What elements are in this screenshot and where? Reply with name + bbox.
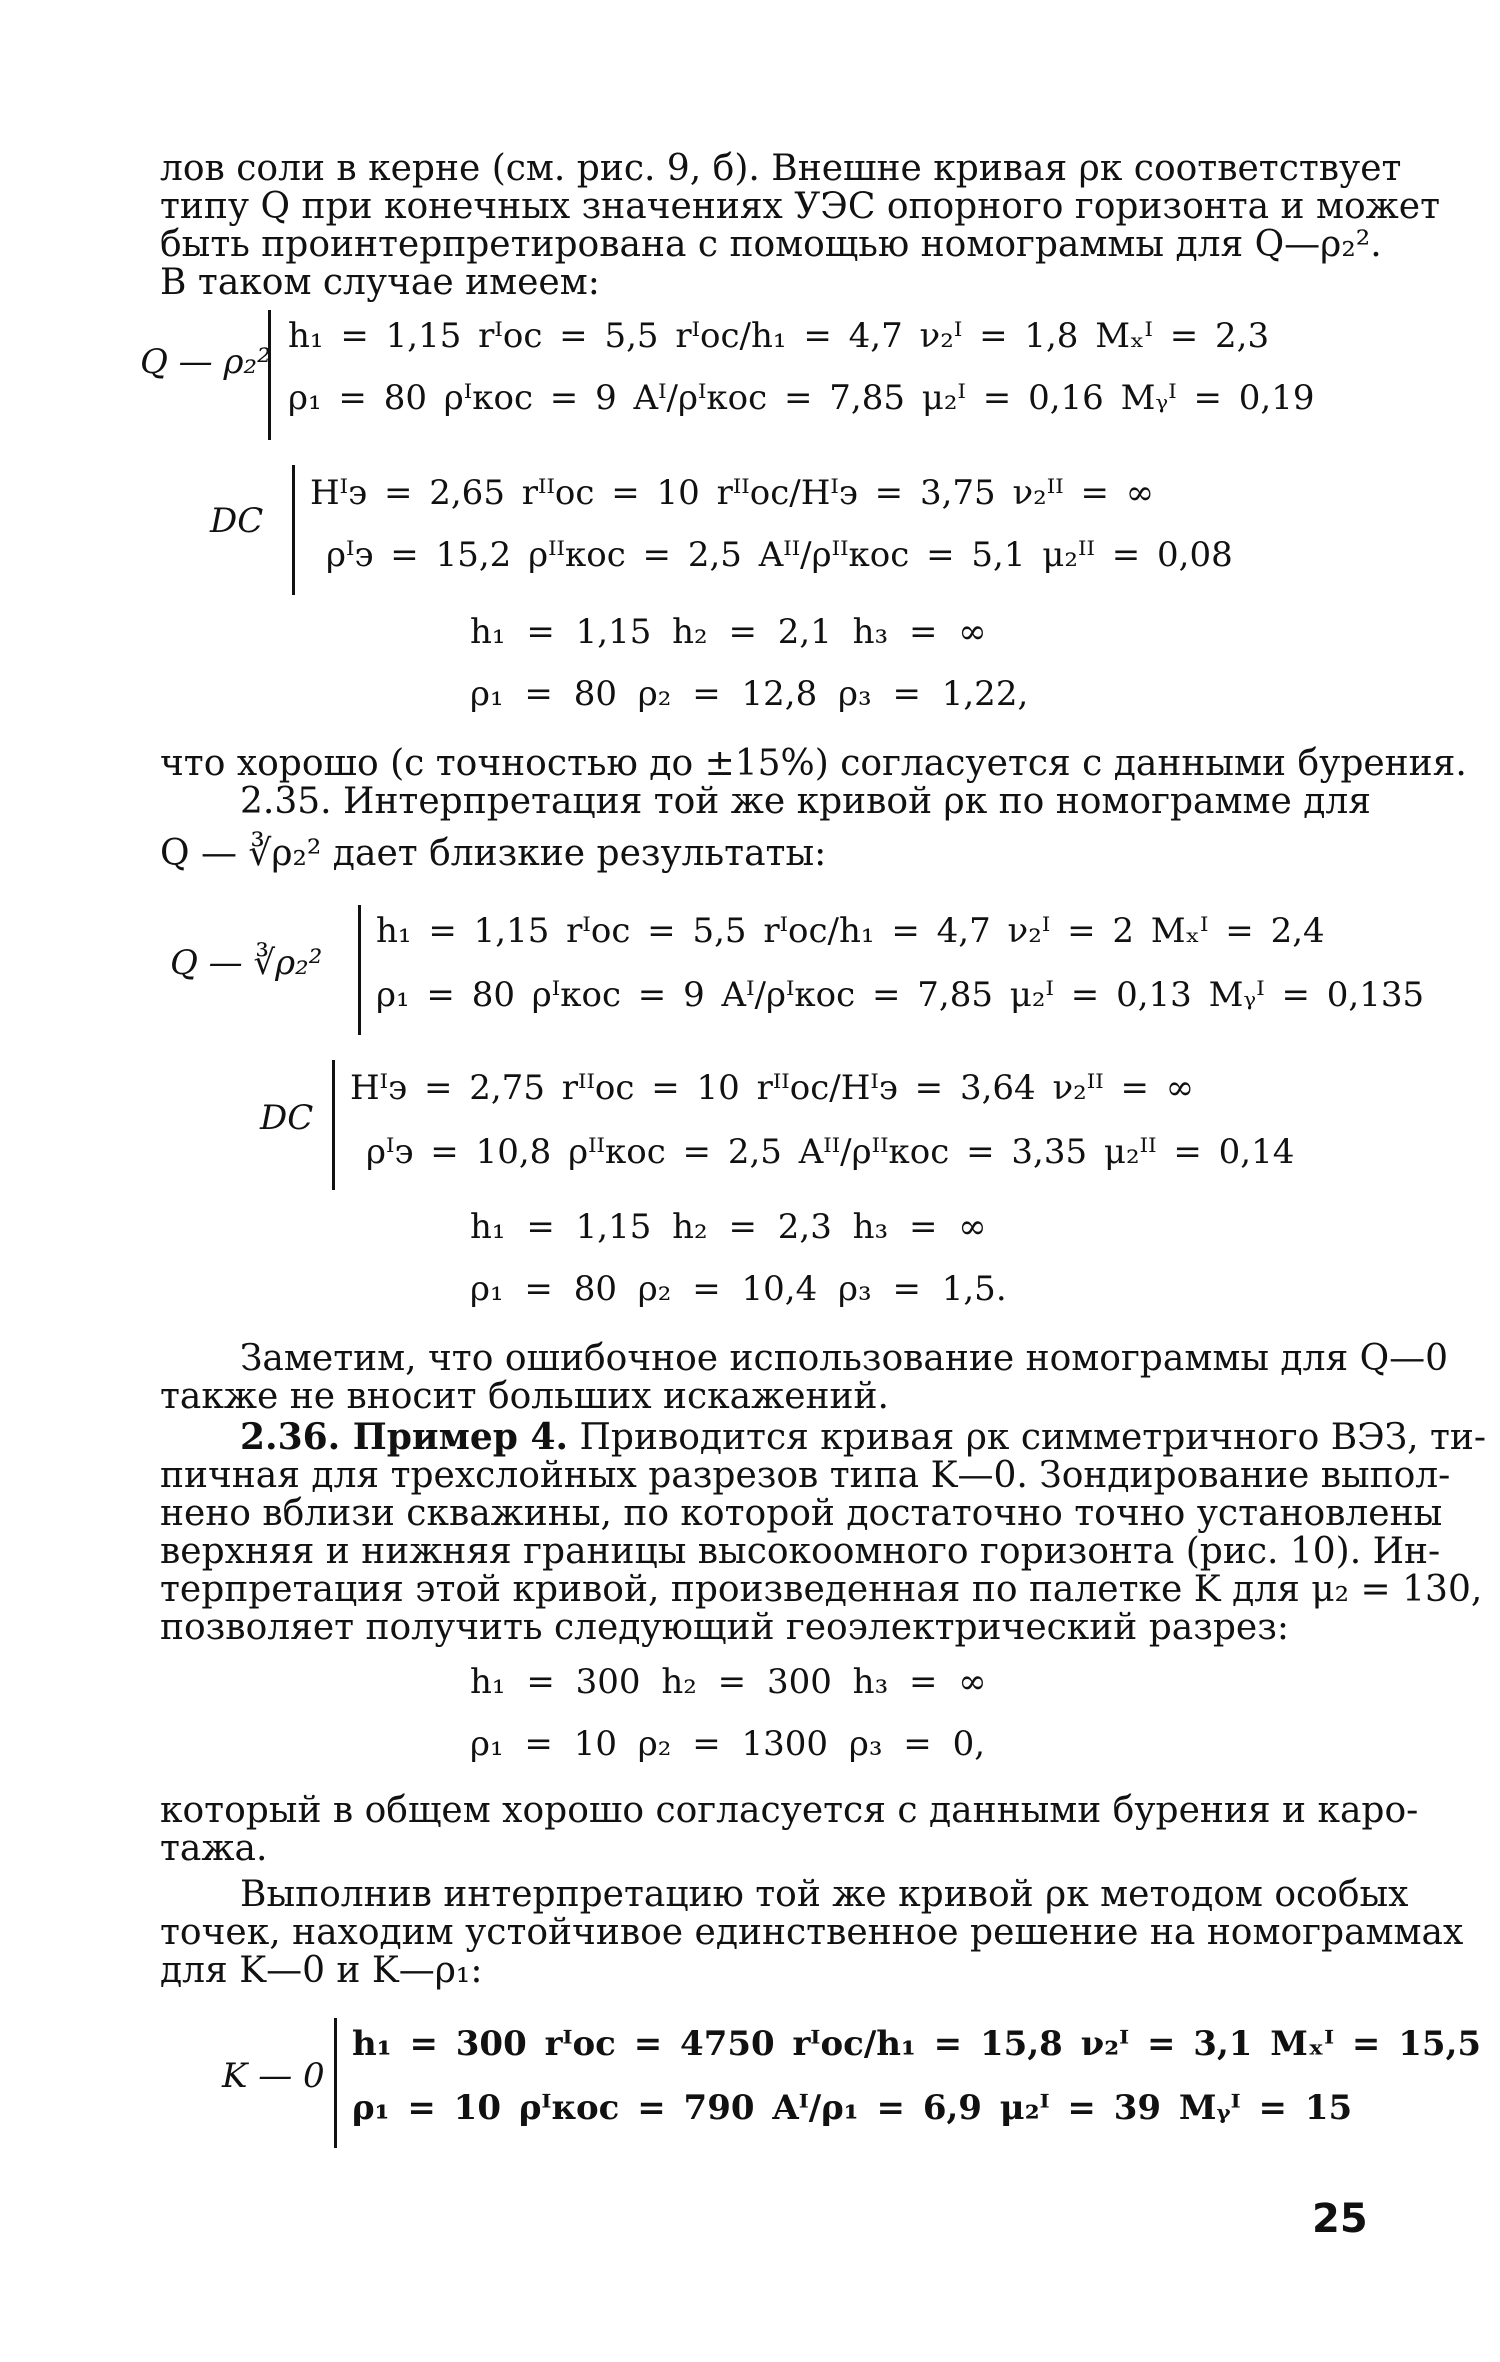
text-line: тажа.: [160, 1828, 268, 1869]
text-line: быть проинтерпретирована с помощью номограммы для Q—ρ₂².: [160, 224, 1382, 265]
text-line: Выполнив интерпретацию той же кривой ρк методом особых: [240, 1874, 1409, 1915]
equation-row: ρ₁ = 80 ρᴵкос = 9 Aᴵ/ρᴵкос = 7,85 μ₂ᴵ = 0,16 Mᵧᴵ = 0,19: [288, 378, 1315, 418]
equation-q-cuberoot: [170, 905, 1425, 1045]
equation-row: h₁ = 1,15 h₂ = 2,1 h₃ = ∞: [470, 612, 987, 652]
equation-dc-2: [260, 1060, 1320, 1200]
equation-layers-3: [470, 1660, 1070, 1780]
text-fragment: Приводится кривая ρк симметричного ВЭЗ, ти-: [568, 1417, 1487, 1458]
text-line: нено вблизи скважины, по которой достаточно точно установлены: [160, 1493, 1443, 1534]
page-number: 25: [1312, 2196, 1368, 2242]
brace-bar: [334, 2018, 337, 2148]
equation-k-0: [222, 2018, 1482, 2158]
text-line: пичная для трехслойных разрезов типа K—0. Зондирование выпол-: [160, 1455, 1451, 1496]
equation-row: ρ₁ = 80 ρ₂ = 10,4 ρ₃ = 1,5.: [470, 1269, 1007, 1309]
equation-row: ρᴵэ = 10,8 ρᴵᴵкос = 2,5 Aᴵᴵ/ρᴵᴵкос = 3,35 μ₂ᴵᴵ = 0,14: [366, 1132, 1295, 1172]
text-line: верхняя и нижняя границы высокоомного горизонта (рис. 10). Ин-: [160, 1531, 1441, 1572]
equation-label: Q — ρ₂²: [140, 342, 271, 382]
text-line: 2.35. Интерпретация той же кривой ρк по номограмме для: [240, 781, 1371, 822]
paragraph-intro: [160, 148, 1441, 303]
equation-row: ρ₁ = 10 ρᴵкос = 790 Aᴵ/ρ₁ = 6,9 μ₂ᴵ = 39 Mᵧᴵ = 15: [352, 2088, 1353, 2128]
brace-bar: [332, 1060, 335, 1190]
text-line: точек, находим устойчивое единственное решение на номограммах: [160, 1912, 1464, 1953]
text-line: терпретация этой кривой, произведенная по палетке K для μ₂ = 130,: [160, 1569, 1483, 1610]
equation-layers-1: [470, 610, 1070, 730]
equation-row: Hᴵэ = 2,75 rᴵᴵос = 10 rᴵᴵос/Hᴵэ = 3,64 ν₂ᴵᴵ = ∞: [350, 1068, 1195, 1108]
equation-row: ρ₁ = 10 ρ₂ = 1300 ρ₃ = 0,: [470, 1724, 986, 1764]
equation-row: ρ₁ = 80 ρᴵкос = 9 Aᴵ/ρᴵкос = 7,85 μ₂ᴵ = 0,13 Mᵧᴵ = 0,135: [376, 975, 1425, 1015]
text-line: лов соли в керне (см. рис. 9, б). Внешне кривая ρк соответствует: [160, 148, 1402, 189]
text-line: для K—0 и K—ρ₁:: [160, 1950, 483, 1991]
paragraph-special-points: [160, 1874, 1464, 1991]
equation-row: h₁ = 1,15 rᴵос = 5,5 rᴵос/h₁ = 4,7 ν₂ᴵ = 1,8 Mₓᴵ = 2,3: [288, 316, 1270, 356]
paragraph-agreement: [160, 1790, 1419, 1869]
text-line: также не вносит больших искажений.: [160, 1376, 889, 1417]
equation-label: Q — ∛ρ₂²: [170, 943, 323, 983]
brace-bar: [358, 905, 361, 1035]
text-line: позволяет получить следующий геоэлектрический разрез:: [160, 1607, 1289, 1648]
equation-label: DC: [210, 501, 264, 541]
example-heading: 2.36. Пример 4.: [240, 1416, 569, 1458]
text-line: что хорошо (с точностью до ±15%) согласуется с данными бурения.: [160, 743, 1467, 784]
text-line: Заметим, что ошибочное использование номограммы для Q—0: [240, 1338, 1449, 1379]
paragraph-2-35: [160, 743, 1467, 874]
equation-row: h₁ = 300 rᴵос = 4750 rᴵос/h₁ = 15,8 ν₂ᴵ = 3,1 Mₓᴵ = 15,5: [352, 2024, 1482, 2064]
equation-label: K — 0: [222, 2056, 325, 2096]
equation-row: h₁ = 300 h₂ = 300 h₃ = ∞: [470, 1662, 987, 1702]
equation-row: h₁ = 1,15 h₂ = 2,3 h₃ = ∞: [470, 1207, 987, 1247]
text-line: который в общем хорошо согласуется с данными бурения и каро-: [160, 1790, 1419, 1831]
equation-label: DC: [260, 1098, 314, 1138]
equation-layers-2: [470, 1205, 1070, 1325]
equation-q-rho2-squared: [140, 310, 1320, 450]
equation-dc-1: [210, 465, 1320, 605]
text-line: [160, 1416, 1487, 1458]
paragraph-example-4: [160, 1416, 1487, 1648]
equation-row: h₁ = 1,15 rᴵос = 5,5 rᴵос/h₁ = 4,7 ν₂ᴵ = 2 Mₓᴵ = 2,4: [376, 911, 1325, 951]
paragraph-note: [160, 1338, 1449, 1417]
text-line: Q — ∛ρ₂² дает близкие результаты:: [160, 833, 827, 874]
equation-row: Hᴵэ = 2,65 rᴵᴵос = 10 rᴵᴵос/Hᴵэ = 3,75 ν₂ᴵᴵ = ∞: [310, 473, 1155, 513]
brace-bar: [292, 465, 295, 595]
text-line: В таком случае имеем:: [160, 262, 600, 303]
equation-row: ρᴵэ = 15,2 ρᴵᴵкос = 2,5 Aᴵᴵ/ρᴵᴵкос = 5,1 μ₂ᴵᴵ = 0,08: [326, 535, 1233, 575]
brace-bar: [268, 310, 271, 440]
text-line: типу Q при конечных значениях УЭС опорного горизонта и может: [160, 186, 1441, 227]
equation-row: ρ₁ = 80 ρ₂ = 12,8 ρ₃ = 1,22,: [470, 674, 1029, 714]
